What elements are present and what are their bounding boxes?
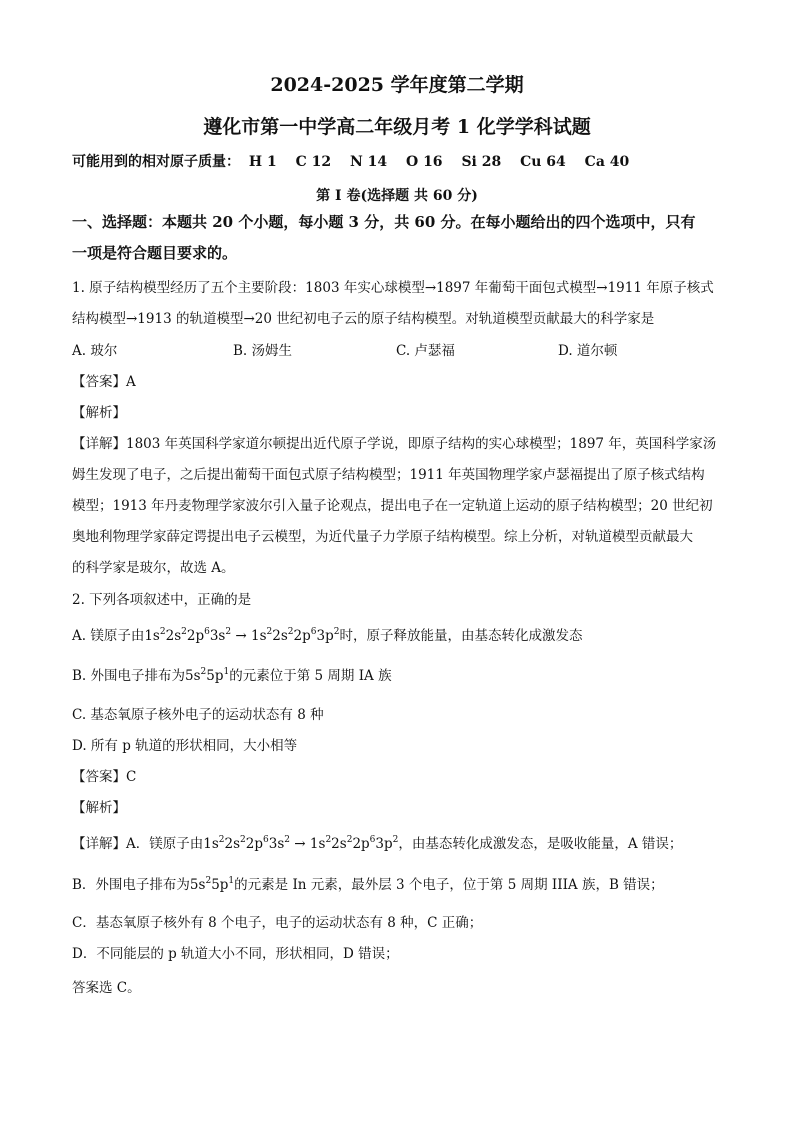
atomic-mass-label: 可能用到的相对原子质量： [72,154,240,170]
question-stem: 结构模型→1913 的轨道模型→20 世纪初电子云的原子结构模型。对轨道模型贡献最大的科学家是 [72,311,655,327]
exam-title: 遵化市第一中学高二年级月考 1 化学学科试题 [203,116,591,138]
atomic-mass-item: Ca 40 [584,154,630,170]
detail-line: 模型；1913 年丹麦物理学家波尔引入量子论观点，提出电子在一定轨道上运动的原子结构模型；20 世纪初 [72,498,713,514]
question-stem: 2. 下列各项叙述中，正确的是 [72,592,252,608]
detail-line: 【详解】1803 年英国科学家道尔顿提出近代原子学说，即原子结构的实心球模型；1897 年，英国科学家汤 [72,436,717,452]
exam-term-title: 2024-2025 学年度第二学期 [270,74,524,96]
option-c: C. 基态氧原子核外电子的运动状态有 8 种 [72,707,324,723]
section-title: 第 I 卷(选择题 共 60 分) [316,188,478,204]
question-stem: 1. 原子结构模型经历了五个主要阶段：1803 年实心球模型→1897 年葡萄干面包式模型→1911 年原子核式 [72,280,714,296]
electron-config-formula: $5s^25p^1$ [185,667,230,684]
atomic-mass-item: Cu 64 [520,154,566,170]
option-b: B. 汤姆生 [233,343,293,359]
detail-text: 的元素是 In 元素，最外层 3 个电子，位于第 5 周期 IIIA 族，B 错误； [234,877,664,893]
option-d: D. 所有 p 轨道的形状相同，大小相等 [72,738,298,754]
detail-line: D．不同能层的 p 轨道大小不同，形状相同，D 错误； [72,946,399,962]
electron-config-formula: $1s^22s^22p^63s^2 \to 1s^22s^22p^63p^2$ [144,627,340,644]
final-answer: 答案选 C。 [72,980,141,996]
detail-text: 【详解】A．镁原子由 [72,836,204,852]
analysis-label: 【解析】 [72,405,126,421]
atomic-mass-item: C 12 [295,154,332,170]
detail-line [72,873,664,893]
instruction-line: 一项是符合题目要求的。 [72,244,238,262]
option-text: 的元素位于第 5 周期 IA 族 [229,668,392,684]
option-a: A. 玻尔 [72,343,118,359]
atomic-mass-item: Si 28 [461,154,502,170]
detail-line: 奥地利物理学家薛定谔提出电子云模型，为近代量子力学原子结构模型。综上分析，对轨道模型贡献最大 [72,529,693,545]
option-c: C. 卢瑟福 [396,343,455,359]
detail-text: ，由基态转化成激发态，是吸收能量，A 错误； [398,836,683,852]
option-a [72,624,582,644]
option-text: B. 外围电子排布为 [72,668,186,684]
analysis-label: 【解析】 [72,800,126,816]
answer-label: 【答案】A [72,374,136,390]
atomic-mass-item: O 16 [406,154,443,170]
option-text: 时，原子释放能量，由基态转化成激发态 [339,628,583,644]
answer-label: 【答案】C [72,769,137,785]
detail-line [72,832,682,852]
atomic-mass-line [72,151,643,171]
electron-config-formula: $5s^25p^1$ [189,876,235,893]
option-text: A. 镁原子由 [72,628,145,644]
electron-config-formula: $1s^22s^22p^63s^2 \to 1s^22s^22p^63p^2$ [203,835,399,852]
detail-text: B．外围电子排布为 [72,877,190,893]
instruction-line: 一、选择题：本题共 20 个小题，每小题 3 分，共 60 分。在每小题给出的四个选项中，只有 [72,213,696,231]
section-instruction [72,207,732,269]
option-b [72,664,392,684]
atomic-mass-item: H 1 [248,154,277,170]
atomic-mass-item: N 14 [349,154,388,170]
detail-line: C．基态氧原子核外有 8 个电子，电子的运动状态有 8 种，C 正确； [72,915,483,931]
detail-line: 姆生发现了电子，之后提出葡萄干面包式原子结构模型；1911 年英国物理学家卢瑟福提出了原子核式结构 [72,467,705,483]
detail-line: 的科学家是玻尔，故选 A。 [72,560,235,576]
option-d: D. 道尔顿 [558,343,618,359]
